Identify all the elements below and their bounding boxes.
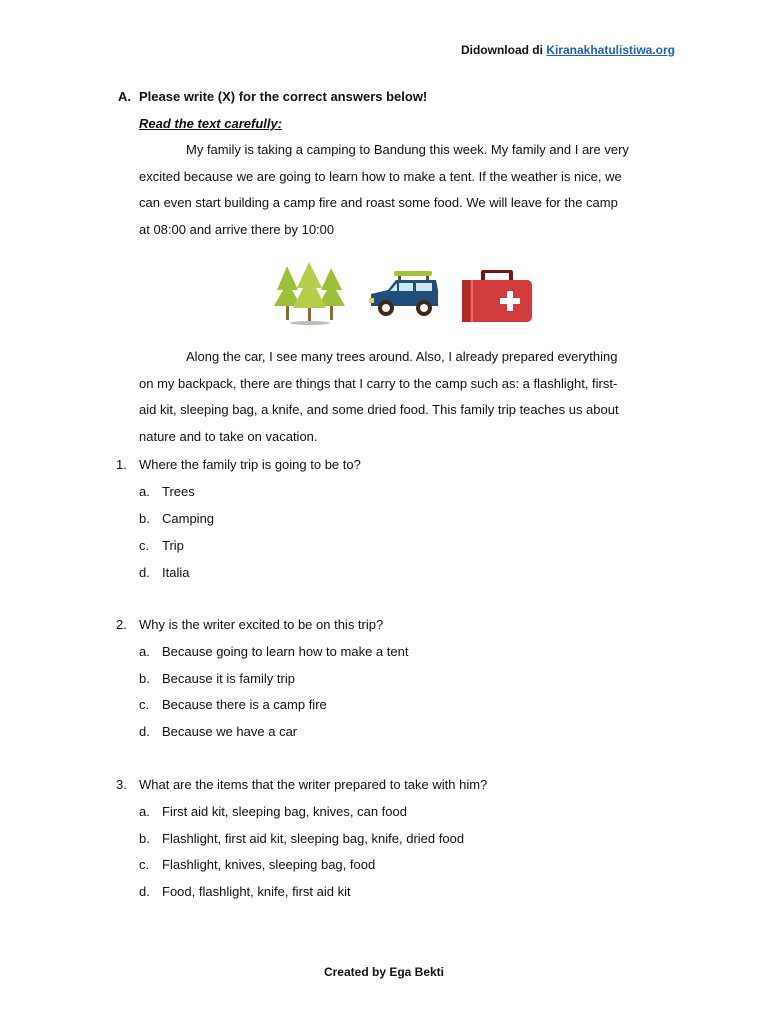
answer-option[interactable]: Because it is family trip: [162, 671, 295, 686]
option-letter: d.: [139, 565, 150, 580]
section-instruction: Please write (X) for the correct answers below!: [139, 89, 428, 104]
passage-line: excited because we are going to learn how to make a tent. If the weather is nice, we: [139, 168, 622, 184]
question-text: Why is the writer excited to be on this trip?: [139, 617, 384, 632]
download-source: [461, 43, 675, 57]
passage-line: on my backpack, there are things that I carry to the camp such as: a flashlight, first-: [139, 375, 618, 391]
passage-line: at 08:00 and arrive there by 10:00: [139, 222, 335, 238]
question-text: Where the family trip is going to be to?: [139, 457, 361, 472]
passage-line: can even start building a camp fire and roast some food. We will leave for the camp: [139, 195, 618, 211]
answer-option[interactable]: First aid kit, sleeping bag, knives, can food: [162, 804, 407, 819]
option-letter: b.: [139, 831, 150, 846]
footer-credit: Created by Ega Bekti: [323, 965, 445, 979]
option-letter: a.: [139, 644, 150, 659]
option-letter: d.: [139, 884, 150, 899]
option-letter: c.: [139, 538, 150, 553]
option-letter: a.: [139, 804, 150, 819]
answer-option[interactable]: Food, flashlight, knife, first aid kit: [162, 884, 351, 899]
passage-line: Along the car, I see many trees around. Also, I already prepared everything: [186, 349, 618, 364]
tree-icon: [273, 262, 347, 326]
answer-option[interactable]: Because we have a car: [162, 724, 298, 739]
option-letter: b.: [139, 511, 150, 526]
option-letter: b.: [139, 671, 150, 686]
source-link[interactable]: Kiranakhatulistiwa.org: [546, 43, 675, 57]
passage-paragraph-2: [139, 344, 679, 451]
car-icon: [368, 270, 442, 320]
section-letter: A.: [118, 89, 131, 104]
answer-option[interactable]: Because there is a camp fire: [162, 697, 327, 712]
question-number: 3.: [116, 777, 127, 792]
first-aid-kit-icon: [461, 270, 533, 324]
answer-option[interactable]: Trees: [162, 484, 195, 499]
passage-line: My family is taking a camping to Bandung this week. My family and I are very: [186, 142, 629, 157]
answer-option[interactable]: Flashlight, first aid kit, sleeping bag, knife, dried food: [162, 831, 465, 846]
option-letter: a.: [139, 484, 150, 499]
option-letter: c.: [139, 857, 150, 872]
answer-option[interactable]: Trip: [162, 538, 184, 553]
passage-paragraph-1: [139, 137, 679, 244]
question-number: 2.: [116, 617, 127, 632]
passage-line: nature and to take on vacation.: [139, 429, 318, 445]
question-text: What are the items that the writer prepared to take with him?: [139, 777, 488, 792]
option-letter: d.: [139, 724, 150, 739]
answer-option[interactable]: Because going to learn how to make a tent: [162, 644, 409, 659]
option-letter: c.: [139, 697, 150, 712]
download-prefix: Didownload di: [460, 43, 543, 57]
read-heading: Read the text carefully:: [139, 116, 283, 131]
question-number: 1.: [116, 457, 127, 472]
answer-option[interactable]: Flashlight, knives, sleeping bag, food: [162, 857, 376, 872]
passage-line: aid kit, sleeping bag, a knife, and some dried food. This family trip teaches us about: [139, 402, 619, 418]
answer-option[interactable]: Camping: [162, 511, 215, 526]
answer-option[interactable]: Italia: [162, 565, 190, 580]
